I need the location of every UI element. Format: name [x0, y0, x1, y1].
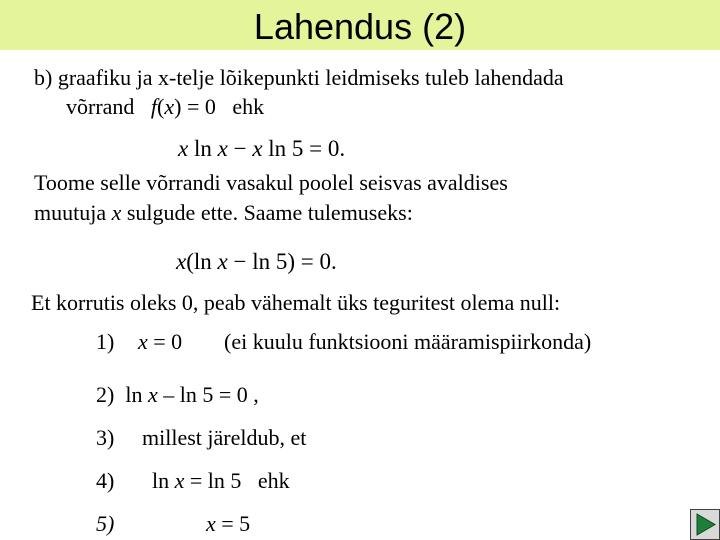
item-3-number: 3) [96, 425, 115, 450]
para1-line1: b) graafiku ja x-telje lõikepunkti leidmiseks tuleb lahendada [34, 65, 564, 90]
slide-title: Lahendus (2) [253, 6, 467, 47]
paren-open: ( [157, 94, 165, 119]
play-next-icon [691, 510, 719, 539]
item-4-rest: = ln 5 [189, 468, 242, 493]
para2-line1: Toome selle võrrandi vasakul poolel seisvas avaldises [34, 170, 508, 195]
eq1-x1: x [178, 136, 189, 161]
item-1-number: 1) [96, 329, 115, 354]
fx-variable: x [164, 94, 175, 119]
para2-rest: sulgude ette. Saame tulemuseks: [126, 200, 413, 225]
item-2-rest: – ln 5 = 0 , [163, 382, 259, 407]
para3: Et korrutis oleks 0, peab vähemalt üks teguritest olema null: [31, 290, 561, 315]
item-2-ln: ln [125, 382, 143, 407]
item-4-ln: ln [152, 468, 170, 493]
para1-prefix: võrrand [66, 94, 135, 119]
item-4-ehk: ehk [257, 468, 290, 493]
eq1-five: 5 [291, 136, 304, 161]
fx-symbol: f [150, 94, 158, 119]
para2-line2 [34, 200, 413, 226]
fx-equals-zero: = 0 [186, 94, 216, 119]
eq1-x3: x [252, 136, 263, 161]
paren-close: ) [174, 94, 182, 119]
eq1-equals: = [309, 136, 323, 161]
item-1-rest: = 0 [153, 329, 183, 354]
eq2-x2: x [217, 249, 228, 274]
eq1-ln2: ln [268, 136, 287, 161]
equation-2 [176, 249, 337, 275]
eq2-rest: − ln 5) = 0. [233, 249, 337, 274]
para1-line2 [66, 94, 264, 120]
eq1-x2: x [217, 136, 228, 161]
para2-x: x [111, 200, 122, 225]
item-1-note: (ei kuulu funktsiooni määramispiirkonda) [224, 329, 592, 354]
item-2-number: 2) [96, 382, 115, 407]
eq1-ln1: ln [193, 136, 212, 161]
eq2-x1: x [176, 249, 187, 274]
eq2-open: (ln [186, 249, 212, 274]
item-1-expr [138, 329, 182, 355]
para1-ehk: ehk [232, 94, 265, 119]
eq1-zero: 0. [327, 136, 346, 161]
item-5-expr [206, 511, 250, 537]
item-1-x: x [138, 329, 148, 354]
item-4-number: 4) [96, 468, 115, 493]
para2-word: muutuja [34, 200, 107, 225]
equation-1 [178, 136, 345, 162]
eq1-minus: − [233, 136, 247, 161]
item-5-x: x [206, 511, 216, 536]
item-2-x: x [147, 382, 158, 407]
item-3-text: millest järeldub, et [142, 425, 307, 450]
item-4-x: x [174, 468, 185, 493]
item-4-expr [152, 468, 290, 494]
item-5-rest: = 5 [221, 511, 251, 536]
item-2 [96, 382, 259, 408]
item-5-number: 5) [96, 511, 115, 536]
next-slide-button[interactable] [690, 509, 720, 540]
